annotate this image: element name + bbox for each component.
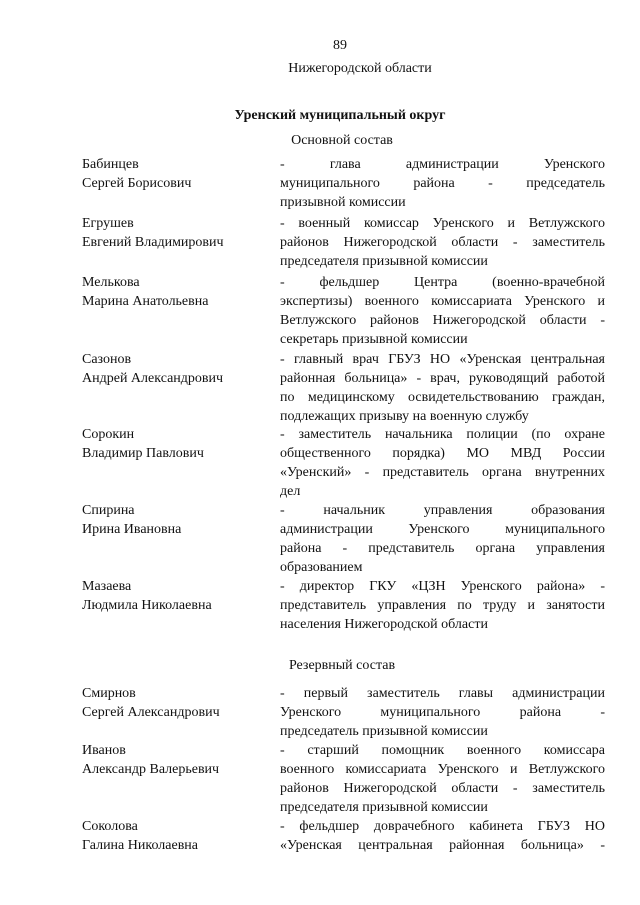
member-given-name: Александр Валерьевич	[82, 762, 220, 777]
member-name	[82, 273, 272, 311]
member-role	[280, 501, 605, 577]
role-line: - фельдшер доврачебного кабинета ГБУЗ НО	[280, 819, 605, 834]
role-line: экспертизы) военного комиссариата Уренского и	[280, 294, 605, 309]
role-line: Уренского муниципального района -	[280, 705, 605, 720]
member-surname: Спирина	[82, 503, 135, 518]
member-name	[82, 155, 272, 193]
role-line: «Уренский» - представитель органа внутренних	[280, 465, 605, 480]
role-line: администрации Уренского муниципального	[280, 522, 605, 537]
role-line: призывной комиссии	[280, 195, 406, 210]
member-surname: Мазаева	[82, 579, 132, 594]
role-line: - директор ГКУ «ЦЗН Уренского района» -	[280, 579, 605, 594]
role-line: общественного порядка) МО МВД России	[280, 446, 605, 461]
district-title: Уренский муниципальный округ	[234, 108, 446, 123]
member-name	[82, 817, 272, 855]
member-surname: Бабинцев	[82, 157, 139, 172]
member-surname: Иванов	[82, 743, 126, 758]
member-name	[82, 350, 272, 388]
member-role	[280, 425, 605, 501]
member-surname: Сорокин	[82, 427, 135, 442]
member-role	[280, 577, 605, 634]
member-given-name: Галина Николаевна	[82, 838, 199, 853]
role-line: председатель призывной комиссии	[280, 724, 488, 739]
main-section-title: Основной состав	[291, 133, 393, 148]
member-surname: Мелькова	[82, 275, 140, 290]
role-line: подлежащих призыву на военную службу	[280, 409, 529, 424]
member-role	[280, 817, 605, 855]
role-line: районов Нижегородской области - заместитель	[280, 781, 605, 796]
role-line: - первый заместитель главы администрации	[280, 686, 605, 701]
member-role	[280, 214, 605, 271]
member-surname: Смирнов	[82, 686, 136, 701]
role-line: представитель управления по труду и занятости	[280, 598, 605, 613]
member-surname: Сазонов	[82, 352, 132, 367]
role-line: - фельдшер Центра (военно-врачебной	[280, 275, 605, 290]
member-name	[82, 684, 272, 722]
member-surname: Егрушев	[82, 216, 134, 231]
role-line: секретарь призывной комиссии	[280, 332, 468, 347]
role-line: образованием	[280, 560, 363, 575]
member-given-name: Сергей Александрович	[82, 705, 220, 720]
member-given-name: Марина Анатольевна	[82, 294, 209, 309]
member-given-name: Ирина Ивановна	[82, 522, 182, 537]
role-line: - старший помощник военного комиссара	[280, 743, 605, 758]
member-name	[82, 214, 272, 252]
role-line: - глава администрации Уренского	[280, 157, 605, 172]
role-line: «Уренская центральная районная больница» -	[280, 838, 605, 853]
role-line: - главный врач ГБУЗ НО «Уренская центральная	[280, 352, 605, 367]
role-line: районная больница» - врач, руководящий работой	[280, 371, 605, 386]
member-role	[280, 684, 605, 741]
member-name	[82, 577, 272, 615]
role-line: по медицинскому освидетельствованию граждан,	[280, 390, 605, 405]
member-given-name: Людмила Николаевна	[82, 598, 212, 613]
role-line: - военный комиссар Уренского и Ветлужского	[280, 216, 605, 231]
page-number: 89	[333, 38, 347, 53]
member-name	[82, 501, 272, 539]
role-line: военного комиссариата Уренского и Ветлужского	[280, 762, 605, 777]
header-continuation: Нижегородской области	[288, 61, 432, 76]
member-given-name: Андрей Александрович	[82, 371, 224, 386]
member-role	[280, 350, 605, 426]
role-line: районов Нижегородской области - заместитель	[280, 235, 605, 250]
member-role	[280, 741, 605, 817]
member-name	[82, 741, 272, 779]
reserve-section-title: Резервный состав	[288, 658, 396, 673]
role-line: населения Нижегородской области	[280, 617, 488, 632]
role-line: Ветлужского районов Нижегородской области -	[280, 313, 605, 328]
member-given-name: Владимир Павлович	[82, 446, 204, 461]
member-name	[82, 425, 272, 463]
role-line: председателя призывной комиссии	[280, 254, 488, 269]
role-line: дел	[280, 484, 301, 499]
member-surname: Соколова	[82, 819, 138, 834]
member-given-name: Евгений Владимирович	[82, 235, 224, 250]
role-line: - начальник управления образования	[280, 503, 605, 518]
role-line: района - представитель органа управления	[280, 541, 605, 556]
member-given-name: Сергей Борисович	[82, 176, 192, 191]
member-role	[280, 155, 605, 212]
role-line: - заместитель начальника полиции (по охране	[280, 427, 605, 442]
role-line: председателя призывной комиссии	[280, 800, 488, 815]
member-role	[280, 273, 605, 349]
role-line: муниципального района - председатель	[280, 176, 605, 191]
